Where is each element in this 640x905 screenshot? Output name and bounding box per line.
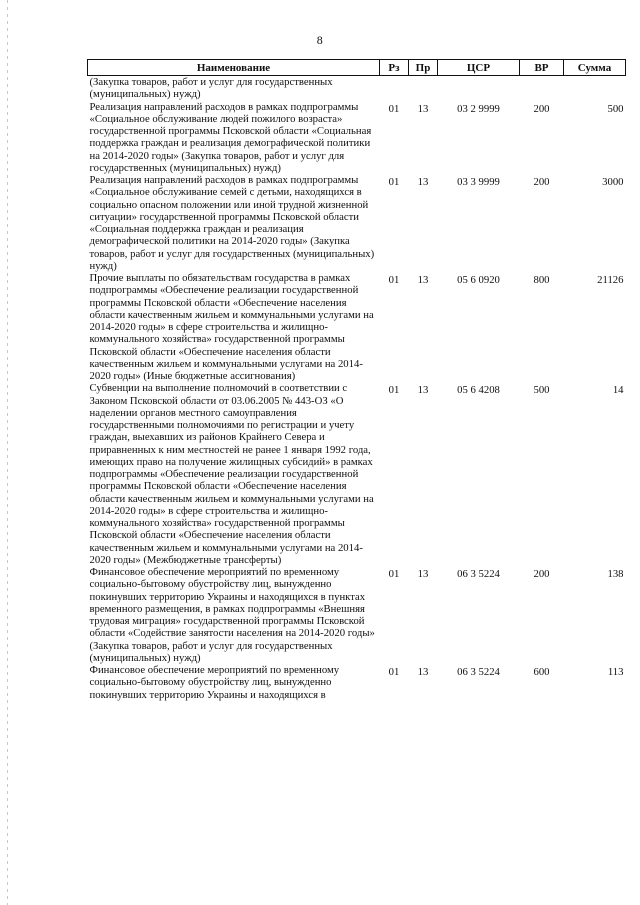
row-rz [380,76,409,101]
row-pr: 13 [417,568,429,580]
row-sum: 14 [612,384,624,397]
row-rz: 01 [388,666,400,678]
row-rz: 01 [388,176,400,188]
table-row [88,566,626,664]
table-row [88,382,626,566]
row-sum: 113 [607,666,624,678]
row-vr: 200 [533,568,550,580]
row-pr: 13 [417,666,429,678]
table-row [88,174,626,272]
row-name: Реализация направлений расходов в рамках подпрограммы «Социальное обслуживание людей пожилого возраста» государственной программы Псковской области «Социальная поддержка граждан и реализация демографической политики на 2014-2020 годы» (Закупка товаров, работ и услуг для государственных (муниципальных) нужд) [89,100,372,174]
header-csr: ЦСР [438,60,520,76]
row-vr: 800 [533,274,550,286]
row-rz: 01 [388,384,400,397]
row-pr: 13 [417,384,429,397]
row-name: Прочие выплаты по обязательствам государства в рамках подпрограммы «Обеспечение реализации государственной программы Псковской области «Обеспечение населения области качественным жильем и коммунальными услугами на 2014-2020 годы» в сфере строительства и жилищно-коммунального хозяйства» государственной программы Псковской области «Обеспечение населения области качественным жильем и коммунальными услугами на 2014-2020 годы» (Иные бюджетные ассигнования) [89,272,374,382]
row-csr: 06 3 5224 [457,666,500,678]
table-row [88,664,626,701]
header-sum: Сумма [564,60,626,76]
page-number: 8 [316,33,324,47]
table-header [88,60,626,76]
table-row [88,76,626,101]
row-rz: 01 [388,102,400,115]
row-name: (Закупка товаров, работ и услуг для государственных (муниципальных) нужд) [89,76,333,101]
row-csr [438,76,520,101]
row-name: Финансовое обеспечение мероприятий по временному социально-бытовому обустройству лиц, вынужденно покинувших территорию Украины и находящихся в пунктах временного размещения, в рамках подпрограммы «Внешняя трудовая миграция» государственной программы Псковской области «Содействие занятости населения на 2014-2020 годы» (Закупка товаров, работ и услуг для государственных (муниципальных) нужд) [89,566,375,664]
row-name: Субвенции на выполнение полномочий в соответствии с Законом Псковской области от 03.06.2005 № 443-ОЗ «О наделении органов местного самоуправления государственными полномочиями по регистрации и учету граждан, выехавших из районов Крайнего Севера и приравненных к ним местностей не ранее 1 января 1992 года, имеющих право на получение жилищных субсидий» в рамках подпрограммы «Обеспечение реализации государственной программы Псковской области «Обеспечение населения области качественным жильем и коммунальными услугами на 2014-2020 годы» в сфере строительства и жилищно-коммунального хозяйства» государственной программы Псковской области «Обеспечение населения области качественным жильем и коммунальными услугами на 2014-2020 годы» (Межбюджетные трансферты) [89,382,374,566]
row-csr: 05 6 0920 [457,274,500,286]
row-sum: 21126 [597,274,624,286]
row-pr: 13 [417,274,429,286]
row-csr: 03 2 9999 [457,102,500,115]
row-vr: 200 [533,176,550,188]
row-rz: 01 [388,568,400,580]
table-body [88,76,626,701]
row-vr [520,76,564,101]
row-csr: 05 6 4208 [457,384,500,397]
header-name: Наименование [88,60,380,76]
row-pr: 13 [417,176,429,188]
row-vr: 500 [533,384,550,397]
row-name: Финансовое обеспечение мероприятий по временному социально-бытовому обустройству лиц, вынужденно покинувших территорию Украины и находящихся в [89,664,340,701]
row-vr: 600 [533,666,550,678]
budget-table [87,59,626,701]
header-pr: Пр [409,60,438,76]
row-name: Реализация направлений расходов в рамках подпрограммы «Социальное обслуживание семей с детьми, находящихся в социально опасном положении или иной трудной жизненной ситуации» государственной программы Псковской области «Социальная поддержка граждан и реализация демографической политики на 2014-2020 годы» (Закупка товаров, работ и услуг для государственных (муниципальных) нужд) [89,174,375,272]
header-vr: ВР [520,60,564,76]
table-row [88,272,626,382]
row-csr: 03 3 9999 [457,176,500,188]
header-row [88,60,626,76]
row-rz: 01 [388,274,400,286]
row-pr [409,76,438,101]
scan-margin-line [7,0,8,905]
table-row [88,101,626,175]
row-sum [564,76,626,101]
row-sum: 500 [607,102,624,115]
row-vr: 200 [533,102,550,115]
row-csr: 06 3 5224 [457,568,500,580]
header-rz: Рз [380,60,409,76]
row-sum: 138 [607,568,624,580]
row-pr: 13 [417,102,429,115]
row-sum: 3000 [602,176,624,188]
